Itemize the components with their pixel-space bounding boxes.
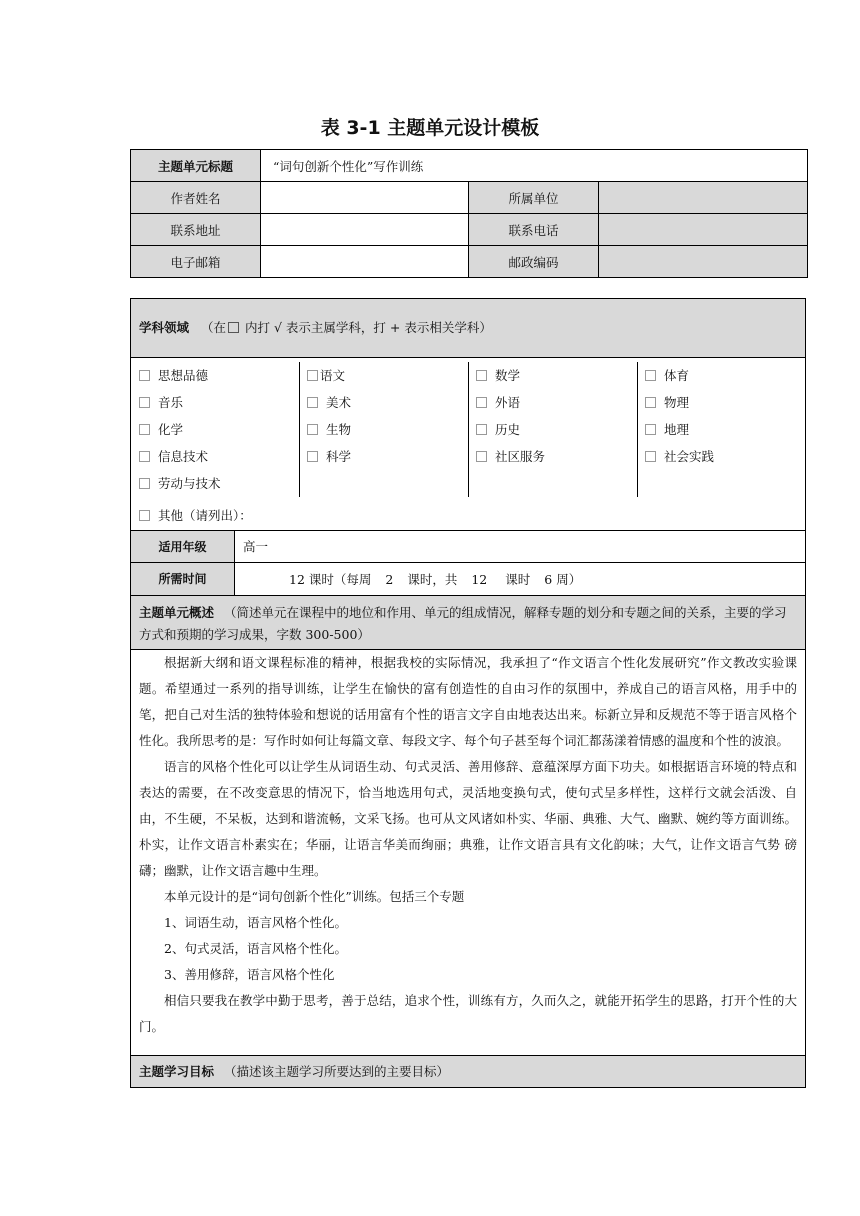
- checkbox-icon: [139, 397, 150, 408]
- overview-list-item: 3、善用修辞，语言风格个性化: [164, 967, 335, 982]
- email-label: 电子邮箱: [131, 246, 261, 278]
- subject-column-4: [637, 362, 805, 497]
- time-text: 2: [385, 572, 394, 587]
- author-field[interactable]: [261, 182, 469, 214]
- subject-option-label: 信息技术: [158, 449, 209, 464]
- grade-value[interactable]: 高一: [243, 539, 269, 554]
- checkbox-icon: [139, 510, 150, 521]
- subject-option-label: 思想品德: [158, 368, 209, 383]
- checkbox-icon: [645, 397, 656, 408]
- subject-area-label: 学科领域: [139, 320, 190, 335]
- postcode-label: 邮政编码: [469, 246, 599, 278]
- overview-paragraph: 根据新大纲和语文课程标准的精神，根据我校的实际情况，我承担了“作文语言个性化发展研究”作文教改实验课题。希望通过一系列的指导训练，让学生在愉快的富有创造性的自由习作的氛围中，养成自己的语言风格，用手中的笔，把自己对生活的独特体验和想说的话用富有个性的语言文字自由地表达出来。标新立异和反规范不等于语言风格个性化。我所思考的是：写作时如何让每篇文章、每段文字、每个句子甚至每个词汇都荡漾着情感的温度和个性的波浪。: [139, 655, 797, 748]
- overview-label: 主题单元概述: [139, 605, 215, 620]
- overview-list-item: 2、句式灵活，语言风格个性化。: [164, 941, 347, 956]
- checkbox-icon: [307, 451, 318, 462]
- subject-option[interactable]: [637, 389, 805, 416]
- checkbox-icon: [476, 451, 487, 462]
- subject-area-header: [131, 299, 805, 357]
- subject-option-label: 社会实践: [664, 449, 715, 464]
- time-label: 所需时间: [131, 563, 235, 596]
- subject-other[interactable]: [131, 502, 805, 530]
- unit-field[interactable]: [599, 182, 808, 214]
- grade-label: 适用年级: [131, 531, 235, 563]
- subject-option[interactable]: [468, 416, 637, 443]
- overview-list-item: 1、词语生动，语言风格个性化。: [164, 915, 347, 930]
- phone-field[interactable]: [599, 214, 808, 246]
- subject-option-label: 化学: [158, 422, 184, 437]
- time-text: 12: [471, 572, 488, 587]
- subject-option[interactable]: [637, 362, 805, 389]
- checkbox-icon: [139, 451, 150, 462]
- subject-option-label: 社区服务: [495, 449, 546, 464]
- author-label: 作者姓名: [131, 182, 261, 214]
- phone-label: 联系电话: [469, 214, 599, 246]
- goals-header: [131, 1055, 805, 1087]
- checkbox-icon: [307, 424, 318, 435]
- subject-option[interactable]: [131, 416, 299, 443]
- subject-option[interactable]: [637, 443, 805, 470]
- checkbox-icon: [476, 397, 487, 408]
- time-text: 12 课时（每周: [289, 572, 372, 587]
- subject-option[interactable]: [299, 443, 468, 470]
- subject-column-3: [468, 362, 638, 497]
- subject-option-label: 音乐: [158, 395, 184, 410]
- postcode-field[interactable]: [599, 246, 808, 278]
- overview-paragraph: 语言的风格个性化可以让学生从词语生动、句式灵活、善用修辞、意蕴深厚方面下功夫。如根据语言环境的特点和表达的需要，在不改变意思的情况下，恰当地选用句式，灵活地变换句式，使句式呈多样性，这样行文就会活泼、自由，不生硬，不呆板，达到和谐流畅，文采飞扬。也可从文风诸如朴实、华丽、典雅、大气、幽默、婉约等方面训练。朴实，让作文语言朴素实在；华丽，让语言华美而绚丽；典雅，让作文语言具有文化韵味；大气，让作文语言气势 磅礴；幽默，让作文语言趣中生理。: [139, 759, 797, 878]
- subject-option[interactable]: [637, 416, 805, 443]
- subject-option-label: 历史: [495, 422, 521, 437]
- checkbox-icon: [645, 451, 656, 462]
- email-field[interactable]: [261, 246, 469, 278]
- page-title: 表 3-1 主题单元设计模板: [320, 117, 540, 139]
- grade-row: [131, 530, 805, 562]
- subject-option-label: 劳动与技术: [158, 476, 221, 491]
- address-field[interactable]: [261, 214, 469, 246]
- subject-option[interactable]: [131, 389, 299, 416]
- overview-header: [131, 595, 805, 649]
- checkbox-icon: [307, 370, 318, 381]
- topic-label: 主题单元标题: [131, 150, 261, 182]
- subject-option-label: 数学: [495, 368, 521, 383]
- checkbox-icon: [139, 370, 150, 381]
- checkbox-icon: [139, 478, 150, 489]
- time-text: 课时，共: [407, 572, 458, 587]
- subject-option[interactable]: [468, 389, 637, 416]
- time-text: 6 周）: [544, 572, 582, 587]
- goals-label: 主题学习目标: [139, 1064, 215, 1079]
- time-value[interactable]: [289, 563, 581, 596]
- time-text: 课时: [505, 572, 531, 587]
- subject-option[interactable]: [299, 389, 468, 416]
- goals-hint: （描述该主题学习所要达到的主要目标）: [224, 1064, 450, 1079]
- subject-option[interactable]: [468, 362, 637, 389]
- design-form: [130, 298, 806, 1088]
- subject-option-label: 美术: [326, 395, 352, 410]
- subject-other-label: 其他（请列出）：: [158, 508, 252, 523]
- subject-area-hint-suffix: 内打 √ 表示主属学科，打 + 表示相关学科）: [241, 320, 492, 335]
- subject-area-hint-prefix: （在: [201, 320, 227, 335]
- checkbox-icon: [228, 322, 239, 333]
- subject-option-label: 体育: [664, 368, 690, 383]
- checkbox-icon: [476, 424, 487, 435]
- subject-option-label: 物理: [664, 395, 690, 410]
- checkbox-icon: [645, 424, 656, 435]
- subject-option-label: 科学: [326, 449, 352, 464]
- subject-grid: [131, 357, 805, 498]
- overview-body[interactable]: [131, 649, 805, 1055]
- subject-option[interactable]: [468, 443, 637, 470]
- checkbox-icon: [476, 370, 487, 381]
- subject-option[interactable]: [131, 470, 299, 497]
- subject-option[interactable]: [299, 362, 468, 389]
- unit-label: 所属单位: [469, 182, 599, 214]
- subject-column-1: [131, 362, 300, 497]
- address-label: 联系地址: [131, 214, 261, 246]
- checkbox-icon: [307, 397, 318, 408]
- subject-option-label: 生物: [326, 422, 352, 437]
- time-row: [131, 562, 805, 595]
- header-table: [130, 149, 808, 278]
- overview-paragraph: 相信只要我在教学中勤于思考，善于总结，追求个性，训练有方，久而久之，就能开拓学生的思路，打开个性的大门。: [139, 993, 797, 1034]
- subject-option[interactable]: [131, 443, 299, 470]
- subject-option[interactable]: [131, 362, 299, 389]
- checkbox-icon: [139, 424, 150, 435]
- overview-hint: （简述单元在课程中的地位和作用、单元的组成情况，解释专题的划分和专题之间的关系，主要的学习方式和预期的学习成果，字数 300-500）: [139, 605, 787, 642]
- subject-option-label: 语文: [320, 368, 346, 383]
- topic-value[interactable]: “词句创新个性化”写作训练: [261, 150, 808, 182]
- subject-option[interactable]: [299, 416, 468, 443]
- checkbox-icon: [645, 370, 656, 381]
- subject-column-2: [299, 362, 469, 497]
- subject-option-label: 外语: [495, 395, 521, 410]
- overview-paragraph: 本单元设计的是“词句创新个性化”训练。包括三个专题: [164, 889, 465, 904]
- subject-option-label: 地理: [664, 422, 690, 437]
